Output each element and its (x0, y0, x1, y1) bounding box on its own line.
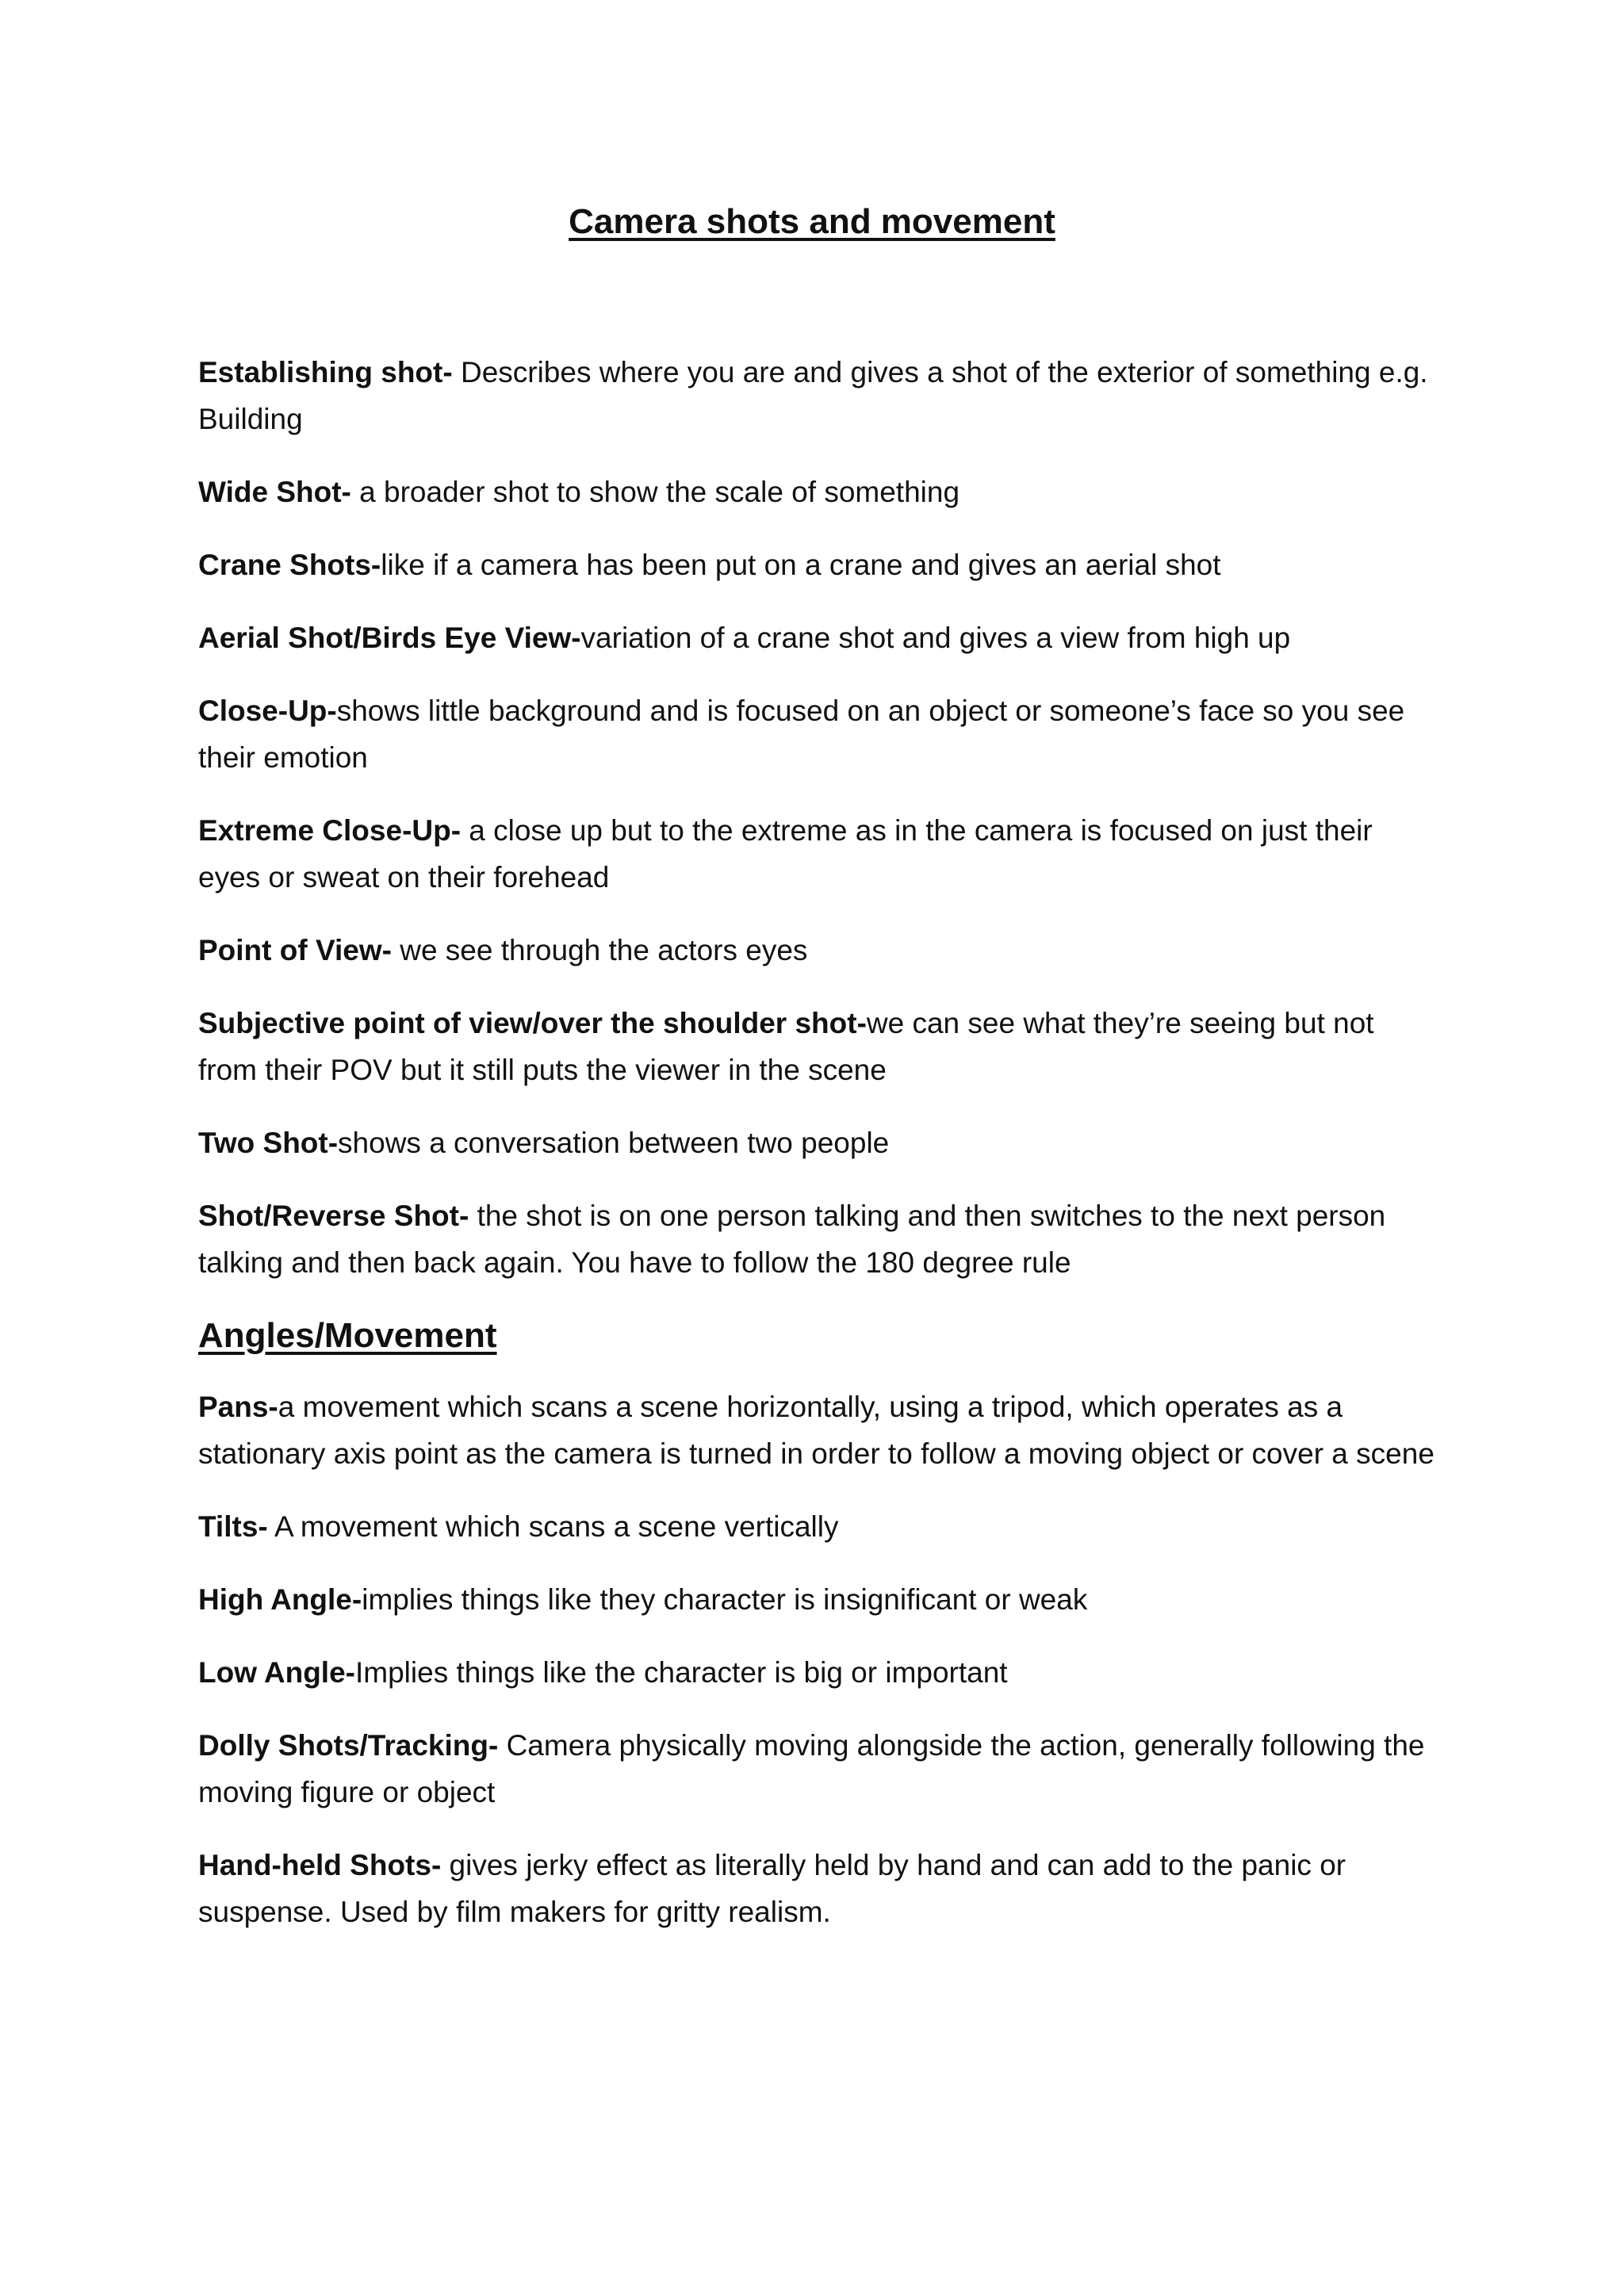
definition-text: A movement which scans a scene vertically (267, 1510, 839, 1543)
definition-pans (198, 1383, 1435, 1477)
term-label: Point of View- (198, 934, 392, 966)
definition-two-shot (198, 1119, 1435, 1166)
term-label: High Angle- (198, 1583, 362, 1616)
definition-text: Describes where you are and gives a shot of the exterior of something e.g. Building (198, 356, 1428, 435)
definition-establishing-shot (198, 349, 1435, 442)
term-label: Extreme Close-Up- (198, 814, 462, 847)
term-label: Subjective point of view/over the shoulder shot- (198, 1007, 867, 1039)
definition-text: a movement which scans a scene horizontally, using a tripod, which operates as a stationary axis point as the camera is turned in order to follow a moving object or cover a scene (198, 1391, 1434, 1470)
term-label: Aerial Shot/Birds Eye View- (198, 622, 581, 654)
definition-dolly-shots (198, 1722, 1435, 1816)
definition-point-of-view (198, 927, 1435, 974)
definition-hand-held-shots (198, 1842, 1435, 1935)
definition-high-angle (198, 1576, 1435, 1623)
definition-text: Implies things like the character is big or important (355, 1656, 1008, 1689)
term-label: Dolly Shots/Tracking- (198, 1729, 499, 1762)
definition-text: Camera physically moving alongside the action, generally following the moving figure or object (198, 1729, 1425, 1808)
definition-shot-reverse-shot (198, 1192, 1435, 1286)
page-title: Camera shots and movement (569, 202, 1055, 241)
definition-text: like if a camera has been put on a crane and gives an aerial shot (381, 549, 1221, 581)
definition-text: we can see what they’re seeing but not from their POV but it still puts the viewer in the scene (198, 1007, 1374, 1086)
document-body (198, 349, 1435, 1961)
term-label: Hand-held Shots- (198, 1849, 442, 1881)
term-label: Establishing shot- (198, 356, 453, 388)
term-label: Low Angle- (198, 1656, 355, 1689)
definition-text: a close up but to the extreme as in the camera is focused on just their eyes or sweat on their forehead (198, 814, 1373, 894)
section-heading-angles-movement: Angles/Movement (198, 1316, 497, 1355)
term-label: Crane Shots- (198, 549, 381, 581)
definition-subjective-pov (198, 1000, 1435, 1093)
definition-crane-shots (198, 541, 1435, 588)
definition-text: implies things like they character is insignificant or weak (362, 1583, 1088, 1616)
term-label: Pans- (198, 1391, 278, 1423)
definition-text: the shot is on one person talking and then switches to the next person talking and then back again. You have to follow the 180 degree rule (198, 1200, 1386, 1279)
definition-extreme-close-up (198, 807, 1435, 901)
definition-text: shows little background and is focused on an object or someone’s face so you see their emotion (198, 695, 1405, 774)
definition-text: gives jerky effect as literally held by hand and can add to the panic or suspense. Used by film makers for gritty realism. (198, 1849, 1346, 1928)
definition-wide-shot (198, 469, 1435, 515)
term-label: Close-Up- (198, 695, 337, 727)
term-label: Two Shot- (198, 1127, 339, 1159)
definition-text: a broader shot to show the scale of something (350, 476, 960, 508)
definition-text: shows a conversation between two people (338, 1127, 890, 1159)
definition-close-up (198, 687, 1435, 781)
term-label: Tilts- (198, 1510, 268, 1543)
definition-text: variation of a crane shot and gives a view from high up (580, 622, 1291, 654)
definition-tilts (198, 1503, 1435, 1550)
term-label: Wide Shot- (198, 476, 351, 508)
definition-low-angle (198, 1649, 1435, 1696)
definition-text: we see through the actors eyes (391, 934, 808, 966)
term-label: Shot/Reverse Shot- (198, 1200, 469, 1232)
definition-aerial-shot (198, 614, 1435, 661)
